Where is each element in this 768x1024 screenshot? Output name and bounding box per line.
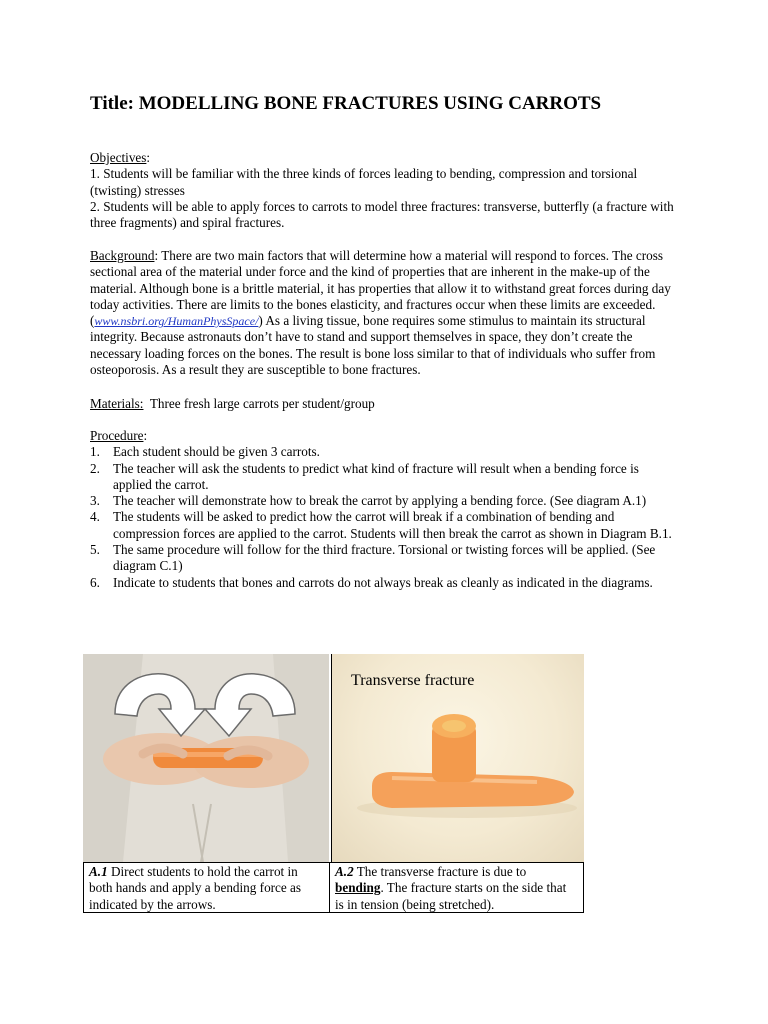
- background-text-2: ) As a living tissue, bone requires some stimulus to maintain its structural integrity. Because astronauts don’t have to stand and support themselves in space, they don’t create the necessary loading forces on the bones. The result is bone loss similar to that of individuals who suffer from osteoporosis. As a result they are susceptible to bone fractures.: [90, 313, 656, 378]
- procedure-step: 5. The same procedure will follow for the third fracture. Torsional or twisting forces will be applied. (See diagram C.1): [90, 542, 656, 574]
- bending-illustration: [83, 654, 329, 862]
- transverse-fracture-label: Transverse fracture: [351, 672, 475, 689]
- objectives-section: Objectives: 1. Students will be familiar with the three kinds of forces leading to bending, compression and torsional (twisting) stresses 2. Students will be able to apply forces to carrots to model three fractures: transverse, butterfly (a fracture with three fragments) and spiral fractures.: [90, 150, 680, 231]
- procedure-step: 3. The teacher will demonstrate how to break the carrot by applying a bending force. (See diagram A.1): [90, 493, 647, 509]
- background-text-1: : There are two main factors that will determine how a material will respond to forces. The cross sectional area of the material under force and the kind of properties that are inherent in the make-up of the material. Although bone is a brittle material, it has properties that allow it to withstand great forces during day today activities. There are limits to the bones elasticity, and fractures occur when these limits are exceeded. (: [90, 248, 671, 329]
- procedure-step: 1. Each student should be given 3 carrots.: [90, 444, 320, 460]
- procedure-step: 6. Indicate to students that bones and carrots do not always break as cleanly as indicated in the diagrams.: [90, 574, 653, 590]
- procedure-heading: Procedure: [90, 428, 144, 443]
- caption-a2: [330, 863, 583, 912]
- photo-transverse-fracture: [332, 654, 584, 862]
- caption-a2-bold: bending: [335, 880, 381, 896]
- caption-a1-text: Direct students to hold the carrot in both hands and apply a bending force as indicated by the arrows.: [89, 864, 302, 912]
- caption-row: [83, 862, 584, 913]
- objective-2: 2. Students will be able to apply forces to carrots to model three fractures: transverse, butterfly (a fracture with three fragments) and spiral fractures.: [90, 198, 674, 231]
- document-title: Title: MODELLING BONE FRACTURES USING CARROTS: [90, 93, 602, 114]
- procedure-section: Procedure: 1. Each student should be given 3 carrots. 2. The teacher will ask the students to predict what kind of fracture will result when a bending force is applied the carrot. 3. The teacher will demonstrate how to break the carrot by applying a bending force. (See diagram A.1) 4. The students will be asked to predict how the carrot will break if a combination of bending and compression forces are applied to the carrot. Students will then break the carrot as shown in Diagram B.1. 5. The same procedure will follow for the third fracture. Torsional or twisting forces will be applied. (See diagram C.1) 6. Indicate to students that bones and carrots do not always break as cleanly as indicated in the diagrams.: [90, 428, 680, 591]
- objectives-heading: Objectives: [90, 150, 147, 165]
- caption-a2-text-1: The transverse fracture is due to: [353, 864, 527, 879]
- nsbri-link[interactable]: www.nsbri.org/HumanPhysSpace/: [94, 314, 259, 329]
- background-section: [90, 248, 680, 378]
- caption-a1-label: A.1: [89, 864, 108, 879]
- procedure-step: 4. The students will be asked to predict how the carrot will break if a combination of bending and compression forces are applied to the carrot. Students will then break the carrot as shown in Diagram B.1.: [90, 509, 672, 541]
- caption-a2-text-2: . The fracture starts on the side that is in tension (being stretched).: [335, 880, 567, 912]
- figure-a: [83, 654, 584, 913]
- photo-hands-bending-carrot: [83, 654, 329, 862]
- caption-a2-label: A.2: [335, 864, 354, 879]
- materials-section: [90, 396, 680, 412]
- caption-a1: [84, 863, 330, 912]
- broken-carrot-illustration: [332, 654, 584, 862]
- materials-text: Three fresh large carrots per student/group: [143, 396, 375, 411]
- procedure-list: [90, 444, 680, 591]
- materials-heading: Materials:: [90, 396, 144, 411]
- procedure-step: 2. The teacher will ask the students to predict what kind of fracture will result when a bending force is applied the carrot.: [90, 460, 639, 492]
- background-heading: Background: [90, 248, 155, 263]
- objective-1: 1. Students will be familiar with the three kinds of forces leading to bending, compression and torsional (twisting) stresses: [90, 166, 638, 198]
